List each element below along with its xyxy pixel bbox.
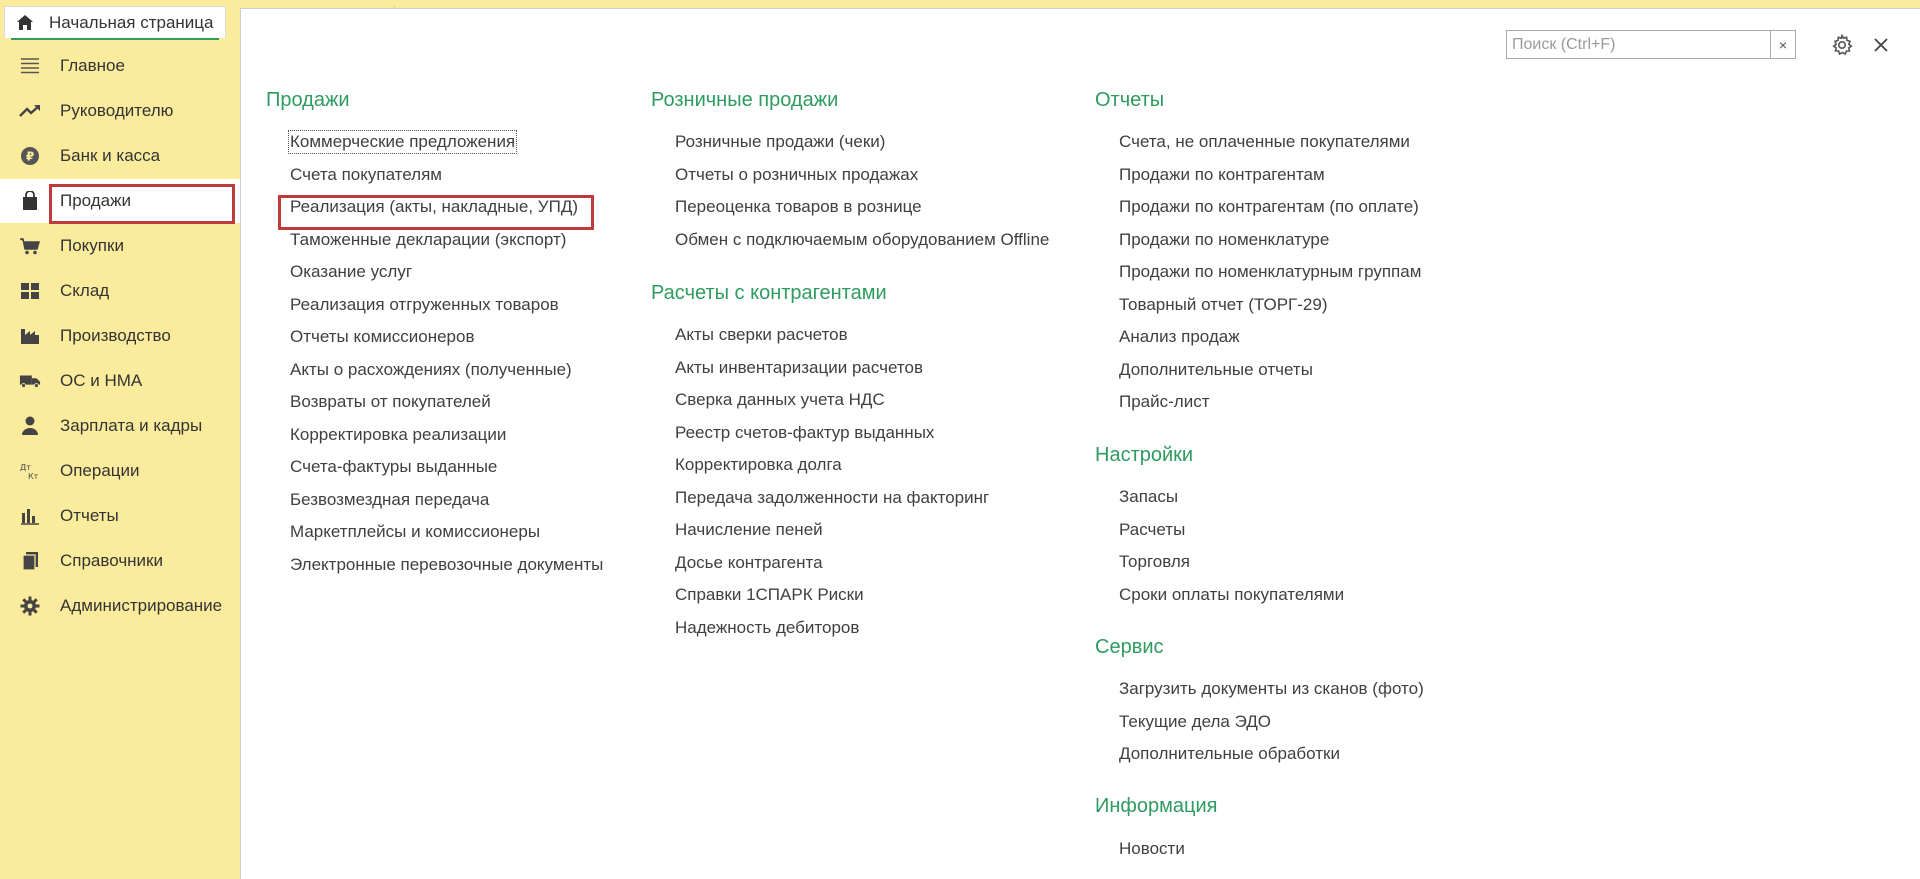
link-retail-receipts[interactable]: Розничные продажи (чеки) xyxy=(675,132,886,151)
sidebar-item-reports[interactable] xyxy=(0,494,240,538)
sidebar xyxy=(0,44,240,879)
search-input[interactable] xyxy=(1507,32,1750,58)
link-factoring[interactable]: Передача задолженности на факторинг xyxy=(675,488,990,507)
link-sales-documents[interactable]: Реализация (акты, накладные, УПД) xyxy=(290,197,578,216)
sidebar-item-bank[interactable] xyxy=(0,134,240,178)
search-field[interactable] xyxy=(1506,30,1796,59)
link-additional-reports[interactable]: Дополнительные отчеты xyxy=(1119,360,1313,379)
link-sales-by-counterparty[interactable]: Продажи по контрагентам xyxy=(1119,165,1325,184)
link-price-list[interactable]: Прайс-лист xyxy=(1119,392,1210,411)
sidebar-item-directories[interactable] xyxy=(0,539,240,583)
link-edo-tasks[interactable]: Текущие дела ЭДО xyxy=(1119,712,1271,731)
link-services[interactable]: Оказание услуг xyxy=(290,262,413,281)
link-trade-settings[interactable]: Торговля xyxy=(1119,552,1191,571)
sidebar-item-manager[interactable] xyxy=(0,89,240,133)
link-retail-reports[interactable]: Отчеты о розничных продажах xyxy=(675,165,919,184)
sidebar-item-payroll[interactable] xyxy=(0,404,240,448)
sidebar-item-purchases[interactable] xyxy=(0,224,240,268)
link-inventory-settings[interactable]: Запасы xyxy=(1119,487,1179,506)
home-tab-label: Начальная страница xyxy=(49,12,214,32)
svg-text:Дт: Дт xyxy=(20,463,31,472)
link-payment-terms[interactable]: Сроки оплаты покупателями xyxy=(1119,585,1345,604)
sidebar-sales-highlight-frame xyxy=(49,184,235,224)
sidebar-item-label: Склад xyxy=(60,281,110,300)
cart-icon xyxy=(19,235,41,257)
svg-text:Кт: Кт xyxy=(28,472,39,481)
link-additional-processing[interactable]: Дополнительные обработки xyxy=(1119,744,1340,763)
sidebar-item-label: ОС и НМА xyxy=(60,371,143,390)
link-debt-adjustment[interactable]: Корректировка долга xyxy=(675,455,842,474)
person-icon xyxy=(19,415,41,437)
sidebar-item-label: Администрирование xyxy=(60,596,223,615)
link-sales-by-item-group[interactable]: Продажи по номенклатурным группам xyxy=(1119,262,1422,281)
section-title-information: Информация xyxy=(1095,795,1218,817)
svg-text:₽: ₽ xyxy=(25,149,35,164)
search-clear-button[interactable]: × xyxy=(1770,31,1795,58)
sidebar-item-label: Руководителю xyxy=(60,101,174,120)
sales-section-panel xyxy=(240,8,1920,879)
sidebar-item-label: Банк и касса xyxy=(60,146,161,165)
link-sales-by-item[interactable]: Продажи по номенклатуре xyxy=(1119,230,1330,249)
link-penalties[interactable]: Начисление пеней xyxy=(675,520,823,539)
factory-icon xyxy=(19,325,41,347)
home-icon xyxy=(15,13,35,33)
home-page-tab[interactable] xyxy=(4,6,226,38)
link-offline-equipment-exchange[interactable]: Обмен с подключаемым оборудованием Offline xyxy=(675,230,1050,249)
link-free-transfer[interactable]: Безвозмездная передача xyxy=(290,490,490,509)
sidebar-item-label: Зарплата и кадры xyxy=(60,416,203,435)
sidebar-item-operations[interactable] xyxy=(0,449,240,493)
link-commissioner-reports[interactable]: Отчеты комиссионеров xyxy=(290,327,475,346)
section-title-counterparty-settlements: Расчеты с контрагентами xyxy=(651,282,887,304)
link-torg29-report[interactable]: Товарный отчет (ТОРГ-29) xyxy=(1119,295,1328,314)
link-sales-adjustment[interactable]: Корректировка реализации xyxy=(290,425,507,444)
sidebar-item-label: Отчеты xyxy=(60,506,119,525)
section-title-sales: Продажи xyxy=(266,89,350,111)
ruble-coin-icon xyxy=(19,145,41,167)
link-commercial-offers[interactable]: Коммерческие предложения xyxy=(290,132,516,151)
debit-credit-icon xyxy=(19,460,41,482)
link-settlement-settings[interactable]: Расчеты xyxy=(1119,520,1186,539)
section-title-service: Сервис xyxy=(1095,636,1164,658)
link-issued-invoices[interactable]: Счета-фактуры выданные xyxy=(290,457,498,476)
trend-up-icon xyxy=(19,100,41,122)
sidebar-item-label: Главное xyxy=(60,56,125,75)
sidebar-item-label: Операции xyxy=(60,461,140,480)
link-sales-analysis[interactable]: Анализ продаж xyxy=(1119,327,1240,346)
menu-lines-icon xyxy=(19,55,41,77)
link-retail-revaluation[interactable]: Переоценка товаров в рознице xyxy=(675,197,922,216)
shopping-bag-icon xyxy=(19,190,41,212)
link-vat-reconciliation[interactable]: Сверка данных учета НДС xyxy=(675,390,885,409)
link-debtor-reliability[interactable]: Надежность дебиторов xyxy=(675,618,860,637)
books-icon xyxy=(19,550,41,572)
link-electronic-transport-docs[interactable]: Электронные перевозочные документы xyxy=(290,555,604,574)
truck-icon xyxy=(19,370,41,392)
sidebar-item-fixed-assets[interactable] xyxy=(0,359,240,403)
link-customs-declarations[interactable]: Таможенные декларации (экспорт) xyxy=(290,230,567,249)
sidebar-item-label: Справочники xyxy=(60,551,163,570)
section-title-retail-sales: Розничные продажи xyxy=(651,89,839,111)
gear-icon xyxy=(1831,34,1853,56)
link-customer-returns[interactable]: Возвраты от покупателей xyxy=(290,392,491,411)
settings-button[interactable] xyxy=(1830,33,1854,57)
link-spark-risks[interactable]: Справки 1СПАРК Риски xyxy=(675,585,864,604)
bar-chart-icon xyxy=(19,505,41,527)
link-sales-by-counterparty-payment[interactable]: Продажи по контрагентам (по оплате) xyxy=(1119,197,1419,216)
warehouse-grid-icon xyxy=(19,280,41,302)
sidebar-item-production[interactable] xyxy=(0,314,240,358)
link-load-scanned-documents[interactable]: Загрузить документы из сканов (фото) xyxy=(1119,679,1424,698)
link-counterparty-dossier[interactable]: Досье контрагента xyxy=(675,553,823,572)
link-sales-documents-highlight-frame xyxy=(278,195,594,230)
sidebar-item-main[interactable] xyxy=(0,44,240,88)
link-unpaid-invoices[interactable]: Счета, не оплаченные покупателями xyxy=(1119,132,1410,151)
sidebar-item-warehouse[interactable] xyxy=(0,269,240,313)
link-marketplaces[interactable]: Маркетплейсы и комиссионеры xyxy=(290,522,541,541)
link-customer-invoices[interactable]: Счета покупателям xyxy=(290,165,442,184)
close-icon xyxy=(1873,37,1889,53)
sidebar-item-label: Производство xyxy=(60,326,171,345)
sidebar-item-label: Покупки xyxy=(60,236,124,255)
section-title-settings: Настройки xyxy=(1095,444,1194,466)
gear-icon xyxy=(19,595,41,617)
link-discrepancy-acts[interactable]: Акты о расхождениях (полученные) xyxy=(290,360,572,379)
link-shipped-goods[interactable]: Реализация отгруженных товаров xyxy=(290,295,559,314)
section-title-reports: Отчеты xyxy=(1095,89,1165,111)
close-button[interactable] xyxy=(1870,34,1892,56)
sidebar-item-administration[interactable] xyxy=(0,584,240,628)
link-inventory-settlement-acts[interactable]: Акты инвентаризации расчетов xyxy=(675,358,924,377)
link-invoice-register[interactable]: Реестр счетов-фактур выданных xyxy=(675,423,935,442)
sidebar-item-label: Продажи xyxy=(60,191,131,210)
link-news[interactable]: Новости xyxy=(1119,839,1185,858)
link-reconciliation-acts[interactable]: Акты сверки расчетов xyxy=(675,325,848,344)
active-tab-underline xyxy=(11,38,219,40)
